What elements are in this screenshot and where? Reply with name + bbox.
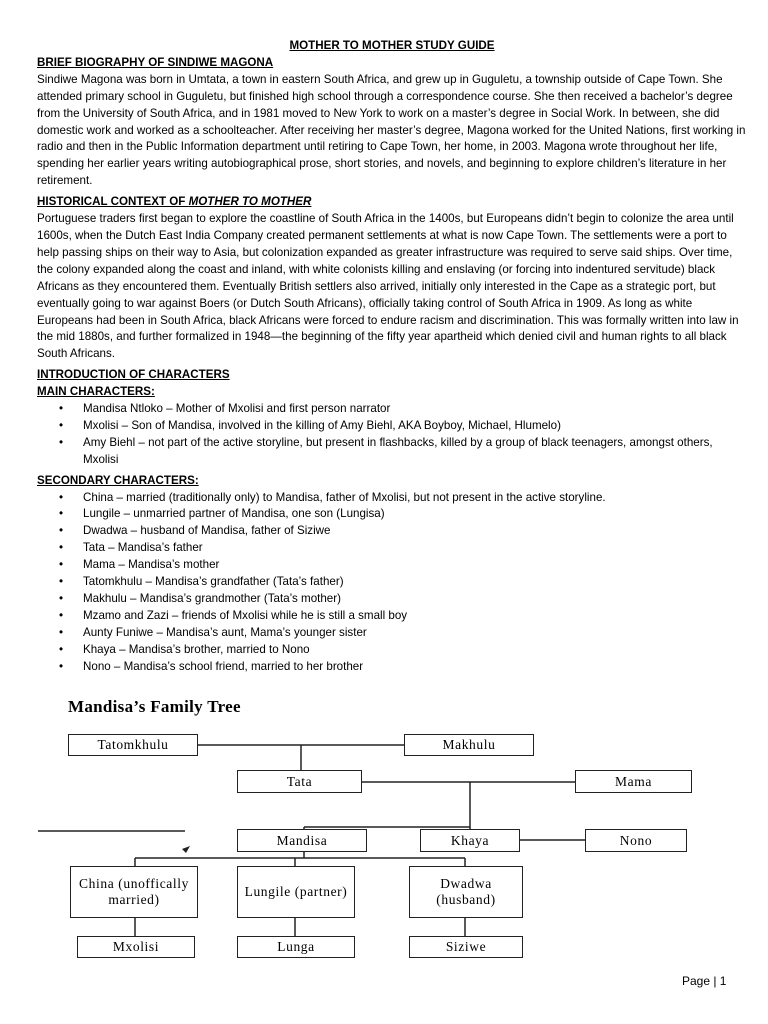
tree-node-siziwe: Siziwe — [409, 936, 523, 958]
bullet-icon: • — [59, 402, 64, 416]
tree-node-nono: Nono — [585, 829, 687, 852]
list-item: • Nono – Mandisa’s school friend, married to her brother — [37, 659, 747, 676]
list-item: • Makhulu – Mandisa’s grandmother (Tata’s mother) — [37, 591, 747, 608]
bullet-icon: • — [59, 541, 64, 555]
tree-node-khaya: Khaya — [420, 829, 520, 852]
history-paragraph: Portuguese traders first began to explore the coastline of South Africa in the 1400s, but Europeans didn’t begin to colonize the area until 1600s, when the Dutch East India Company created permanent settlements at what is now Cape Town. The settlements were a port to help passing ships on their way to Asia, but colonization expanded as greater infrastructure was required to serve said ships. Over time, the colony expanded along the coast and inland, with white colonists killing and enslaving (or forcing into indentured servitude) black Africans as they encountered them. Eventually British settlers also arrived, initially only interested in the Cape as a strategic port, but eventually going to war against Boers (or Dutch South Africans), officially taking control of South Africa in 1909. As long as white Europeans had been in South Africa, black Africans were forced to endure racism and discrimination. This was formally written into law in the mid 1880s, and further formalized in 1948—the beginning of the fifty year apartheid which denied civil and human rights to all black South Africans. — [37, 212, 739, 361]
bullet-icon: • — [59, 435, 64, 449]
list-item: • Lungile – unmarried partner of Mandisa, one son (Lungisa) — [37, 506, 747, 523]
list-item: • Aunty Funiwe – Mandisa’s aunt, Mama’s younger sister — [37, 625, 747, 642]
bullet-icon: • — [59, 524, 64, 538]
stray-mark-icon — [182, 846, 190, 853]
tree-node-lungile: Lungile (partner) — [237, 866, 355, 918]
tree-node-makhulu: Makhulu — [404, 734, 534, 756]
tree-node-tatomkhulu: Tatomkhulu — [68, 734, 198, 756]
bullet-icon: • — [59, 608, 64, 622]
characters-intro-heading: INTRODUCTION OF CHARACTERS — [37, 368, 230, 382]
list-item: • China – married (traditionally only) to Mandisa, father of Mxolisi, but not present in the active storyline. — [37, 490, 747, 507]
bullet-icon: • — [59, 418, 64, 432]
bullet-icon: • — [59, 659, 64, 673]
bullet-icon: • — [59, 575, 64, 589]
tree-node-tata: Tata — [237, 770, 362, 793]
list-item: • Mzamo and Zazi – friends of Mxolisi while he is still a small boy — [37, 608, 747, 625]
bullet-icon: • — [59, 558, 64, 572]
list-item: • Mxolisi – Son of Mandisa, involved in the killing of Amy Biehl, AKA Boyboy, Michael, Hlumelo) — [37, 418, 747, 435]
bullet-icon: • — [59, 490, 64, 504]
list-item: • Dwadwa – husband of Mandisa, father of Siziwe — [37, 523, 747, 540]
family-tree — [0, 690, 768, 970]
history-heading-title: MOTHER TO MOTHER — [188, 195, 312, 209]
main-characters-heading: MAIN CHARACTERS: — [37, 385, 155, 399]
list-item: • Mandisa Ntloko – Mother of Mxolisi and first person narrator — [37, 401, 747, 418]
tree-node-mandisa: Mandisa — [237, 829, 367, 852]
bio-paragraph: Sindiwe Magona was born in Umtata, a town in eastern South Africa, and grew up in Guguletu, a township outside of Cape Town. She attended primary school in Guguletu, but finished high school through a correspondence course. She then received a bachelor’s degree from the University of South Africa, and in 1981 moved to New York to work on a master’s degree in Social Work. In between, she did domestic work and worked as a schoolteacher. After receiving her master’s degree, Magona worked for the United Nations, first working in radio and then in the Public Information department until retiring to Cape Town, her home, in 2003. Magona wrote throughout her life, spending her earlier years writing autobiographical prose, short stories, and novels, and beginning to explore children’s literature in her retirement. — [37, 72, 746, 188]
tree-node-lunga: Lunga — [237, 936, 355, 958]
tree-node-china: China (unoffically married) — [70, 866, 198, 918]
list-item: • Tata – Mandisa’s father — [37, 540, 747, 557]
secondary-characters-list — [37, 490, 747, 676]
list-item: • Amy Biehl – not part of the active storyline, but present in flashbacks, killed by a group of black teenagers, amongst others, Mxolisi — [59, 435, 713, 466]
bio-heading: BRIEF BIOGRAPHY OF SINDIWE MAGONA — [37, 55, 274, 69]
bullet-icon: • — [59, 642, 64, 656]
list-item: • Mama – Mandisa’s mother — [37, 557, 747, 574]
main-characters-list — [37, 401, 747, 469]
bullet-icon: • — [59, 625, 64, 639]
history-heading-prefix: HISTORICAL CONTEXT OF — [37, 195, 189, 209]
secondary-characters-heading: SECONDARY CHARACTERS: — [37, 473, 199, 487]
bullet-icon: • — [59, 592, 64, 605]
bullet-icon: • — [59, 507, 64, 521]
tree-node-mama: Mama — [575, 770, 692, 793]
history-heading — [37, 194, 747, 211]
list-item: • Khaya – Mandisa’s brother, married to Nono — [37, 642, 747, 659]
text-area — [37, 38, 747, 676]
list-item: • Tatomkhulu – Mandisa’s grandfather (Tata’s father) — [37, 574, 747, 591]
tree-node-dwadwa: Dwadwa (husband) — [409, 866, 523, 918]
family-tree-title: Mandisa’s Family Tree — [68, 697, 241, 716]
tree-node-mxolisi: Mxolisi — [77, 936, 195, 958]
document-title: MOTHER TO MOTHER STUDY GUIDE — [289, 39, 495, 52]
page-number: Page | 1 — [682, 974, 727, 988]
